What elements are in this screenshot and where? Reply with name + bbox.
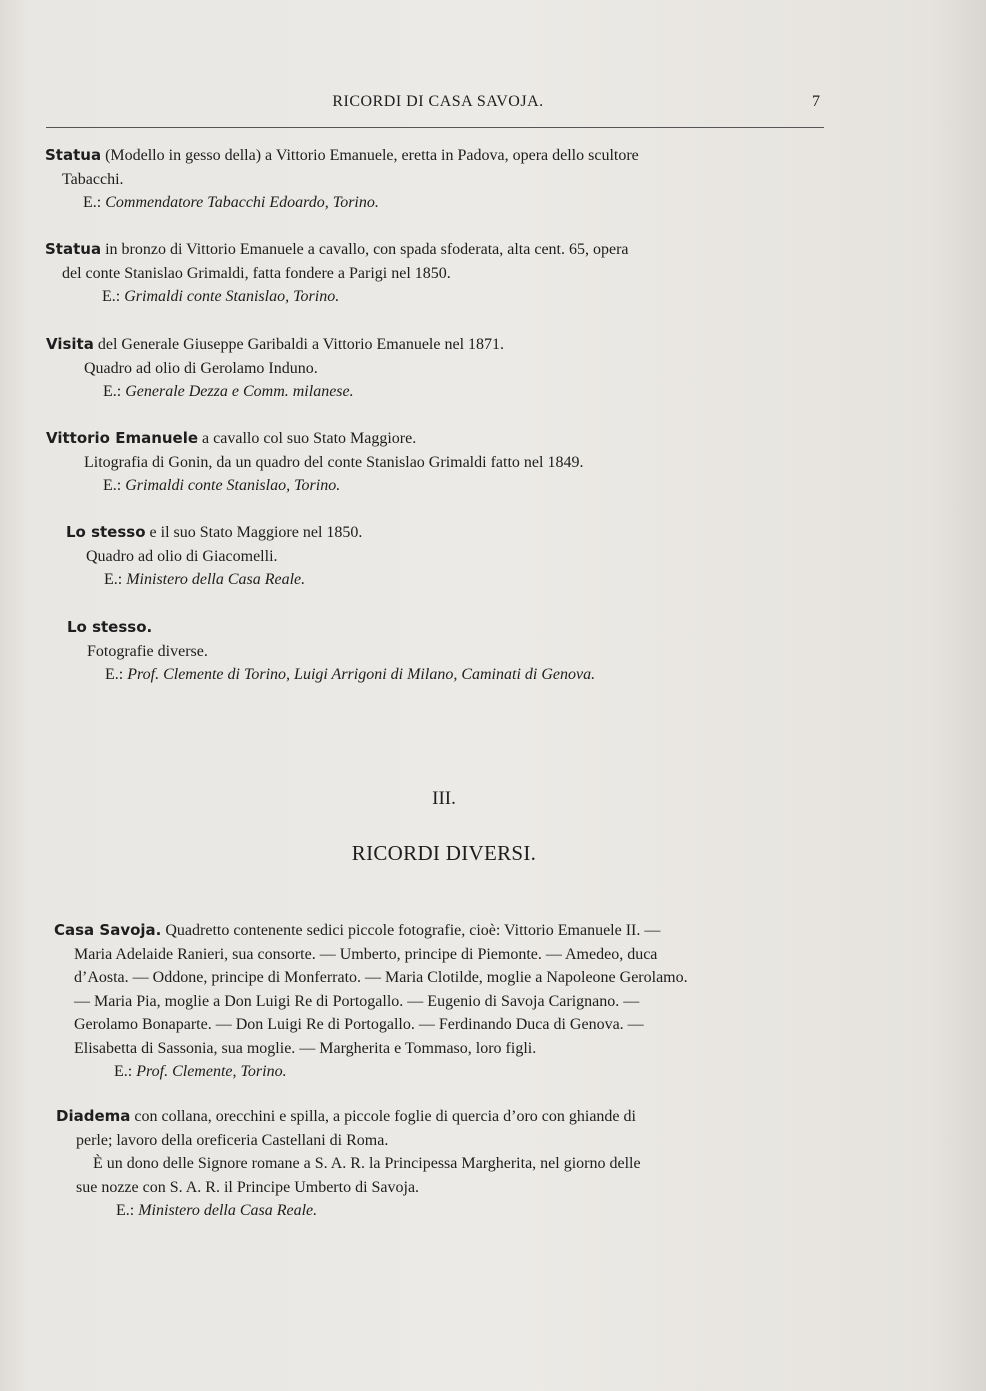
entry-visita bbox=[46, 333, 846, 404]
entry-text: e il suo Stato Maggiore nel 1850. bbox=[145, 524, 363, 541]
entry-text: — Maria Pia, moglie a Don Luigi Re di Portogallo. — Eugenio di Savoja Carignano. — bbox=[74, 992, 640, 1010]
entry-text: sue nozze con S. A. R. il Principe Umberto di Savoja. bbox=[76, 1178, 420, 1196]
entry-key: Vittorio Emanuele bbox=[46, 429, 199, 447]
entry-text: Quadro ad olio di Giacomelli. bbox=[86, 547, 278, 565]
entry-text: È un dono delle Signore romane a S. A. R. la Principessa Margherita, nel giorno delle bbox=[93, 1155, 641, 1172]
entry-text: con collana, orecchini e spilla, a piccole foglie di quercia d’oro con ghiande di bbox=[130, 1108, 636, 1125]
entry-casa-savoja bbox=[54, 919, 854, 1084]
entry-text: Tabacchi. bbox=[62, 170, 124, 188]
running-header bbox=[0, 93, 986, 117]
entry-key: Lo stesso. bbox=[67, 618, 153, 636]
entry-text: del conte Stanislao Grimaldi, fatta fondere a Parigi nel 1850. bbox=[62, 264, 451, 282]
entry-text: Quadro ad olio di Gerolamo Induno. bbox=[84, 359, 318, 377]
header-title: RICORDI DI CASA SAVOJA. bbox=[332, 93, 544, 110]
entry-owner: E.: Grimaldi conte Stanislao, Torino. bbox=[103, 477, 341, 494]
entry-key: Casa Savoja. bbox=[54, 921, 162, 939]
entry-text: d’Aosta. — Oddone, principe di Monferrato. — Maria Clotilde, moglie a Napoleone Gerolamo. bbox=[74, 969, 688, 986]
entry-text: Elisabetta di Sassonia, sua moglie. — Margherita e Tommaso, loro figli. bbox=[74, 1039, 537, 1057]
entry-owner: E.: Ministero della Casa Reale. bbox=[116, 1202, 318, 1219]
entry-vittorio-emanuele bbox=[46, 427, 846, 498]
entry-lo-stesso-stato bbox=[66, 521, 866, 592]
entry-owner: E.: Prof. Clemente di Torino, Luigi Arrigoni di Milano, Caminati di Genova. bbox=[105, 666, 596, 683]
entry-diadema bbox=[56, 1105, 856, 1223]
entry-text: Fotografie diverse. bbox=[87, 642, 208, 660]
section-title: RICORDI DIVERSI. bbox=[351, 841, 537, 865]
entry-owner: E.: Generale Dezza e Comm. milanese. bbox=[103, 383, 354, 400]
entry-text: Maria Adelaide Ranieri, sua consorte. — Umberto, principe di Piemonte. — Amedeo, duca bbox=[74, 945, 658, 963]
entry-key: Statua bbox=[45, 146, 102, 164]
entry-owner: E.: Prof. Clemente, Torino. bbox=[114, 1063, 287, 1080]
entry-text: Litografia di Gonin, da un quadro del conte Stanislao Grimaldi fatto nel 1849. bbox=[84, 453, 584, 471]
entry-text: (Modello in gesso della) a Vittorio Emanuele, eretta in Padova, opera dello scultore bbox=[101, 147, 639, 164]
entry-text: del Generale Giuseppe Garibaldi a Vittorio Emanuele nel 1871. bbox=[93, 336, 505, 353]
entry-text: in bronzo di Vittorio Emanuele a cavallo, con spada sfoderata, alta cent. 65, opera bbox=[101, 241, 629, 258]
entry-statua-bronzo bbox=[45, 238, 845, 309]
entry-statua-modello bbox=[45, 144, 845, 215]
page-number: 7 bbox=[812, 93, 820, 110]
entry-owner: E.: Ministero della Casa Reale. bbox=[104, 571, 306, 588]
entry-key: Lo stesso bbox=[66, 523, 146, 541]
entry-key: Diadema bbox=[56, 1107, 131, 1125]
entry-owner: E.: Grimaldi conte Stanislao, Torino. bbox=[102, 288, 340, 305]
entry-text: perle; lavoro della oreficeria Castellani di Roma. bbox=[76, 1131, 389, 1149]
section-number: III. bbox=[432, 788, 456, 809]
entry-lo-stesso-foto bbox=[67, 616, 867, 687]
entry-key: Statua bbox=[45, 240, 102, 258]
entry-owner: E.: Commendatore Tabacchi Edoardo, Torino. bbox=[83, 194, 379, 211]
entry-text: Quadretto contenente sedici piccole fotografie, cioè: Vittorio Emanuele II. — bbox=[161, 922, 661, 939]
entry-text: a cavallo col suo Stato Maggiore. bbox=[198, 430, 417, 447]
entry-text: Gerolamo Bonaparte. — Don Luigi Re di Portogallo. — Ferdinando Duca di Genova. — bbox=[74, 1016, 644, 1033]
entry-key: Visita bbox=[46, 335, 94, 353]
header-rule bbox=[46, 127, 824, 128]
